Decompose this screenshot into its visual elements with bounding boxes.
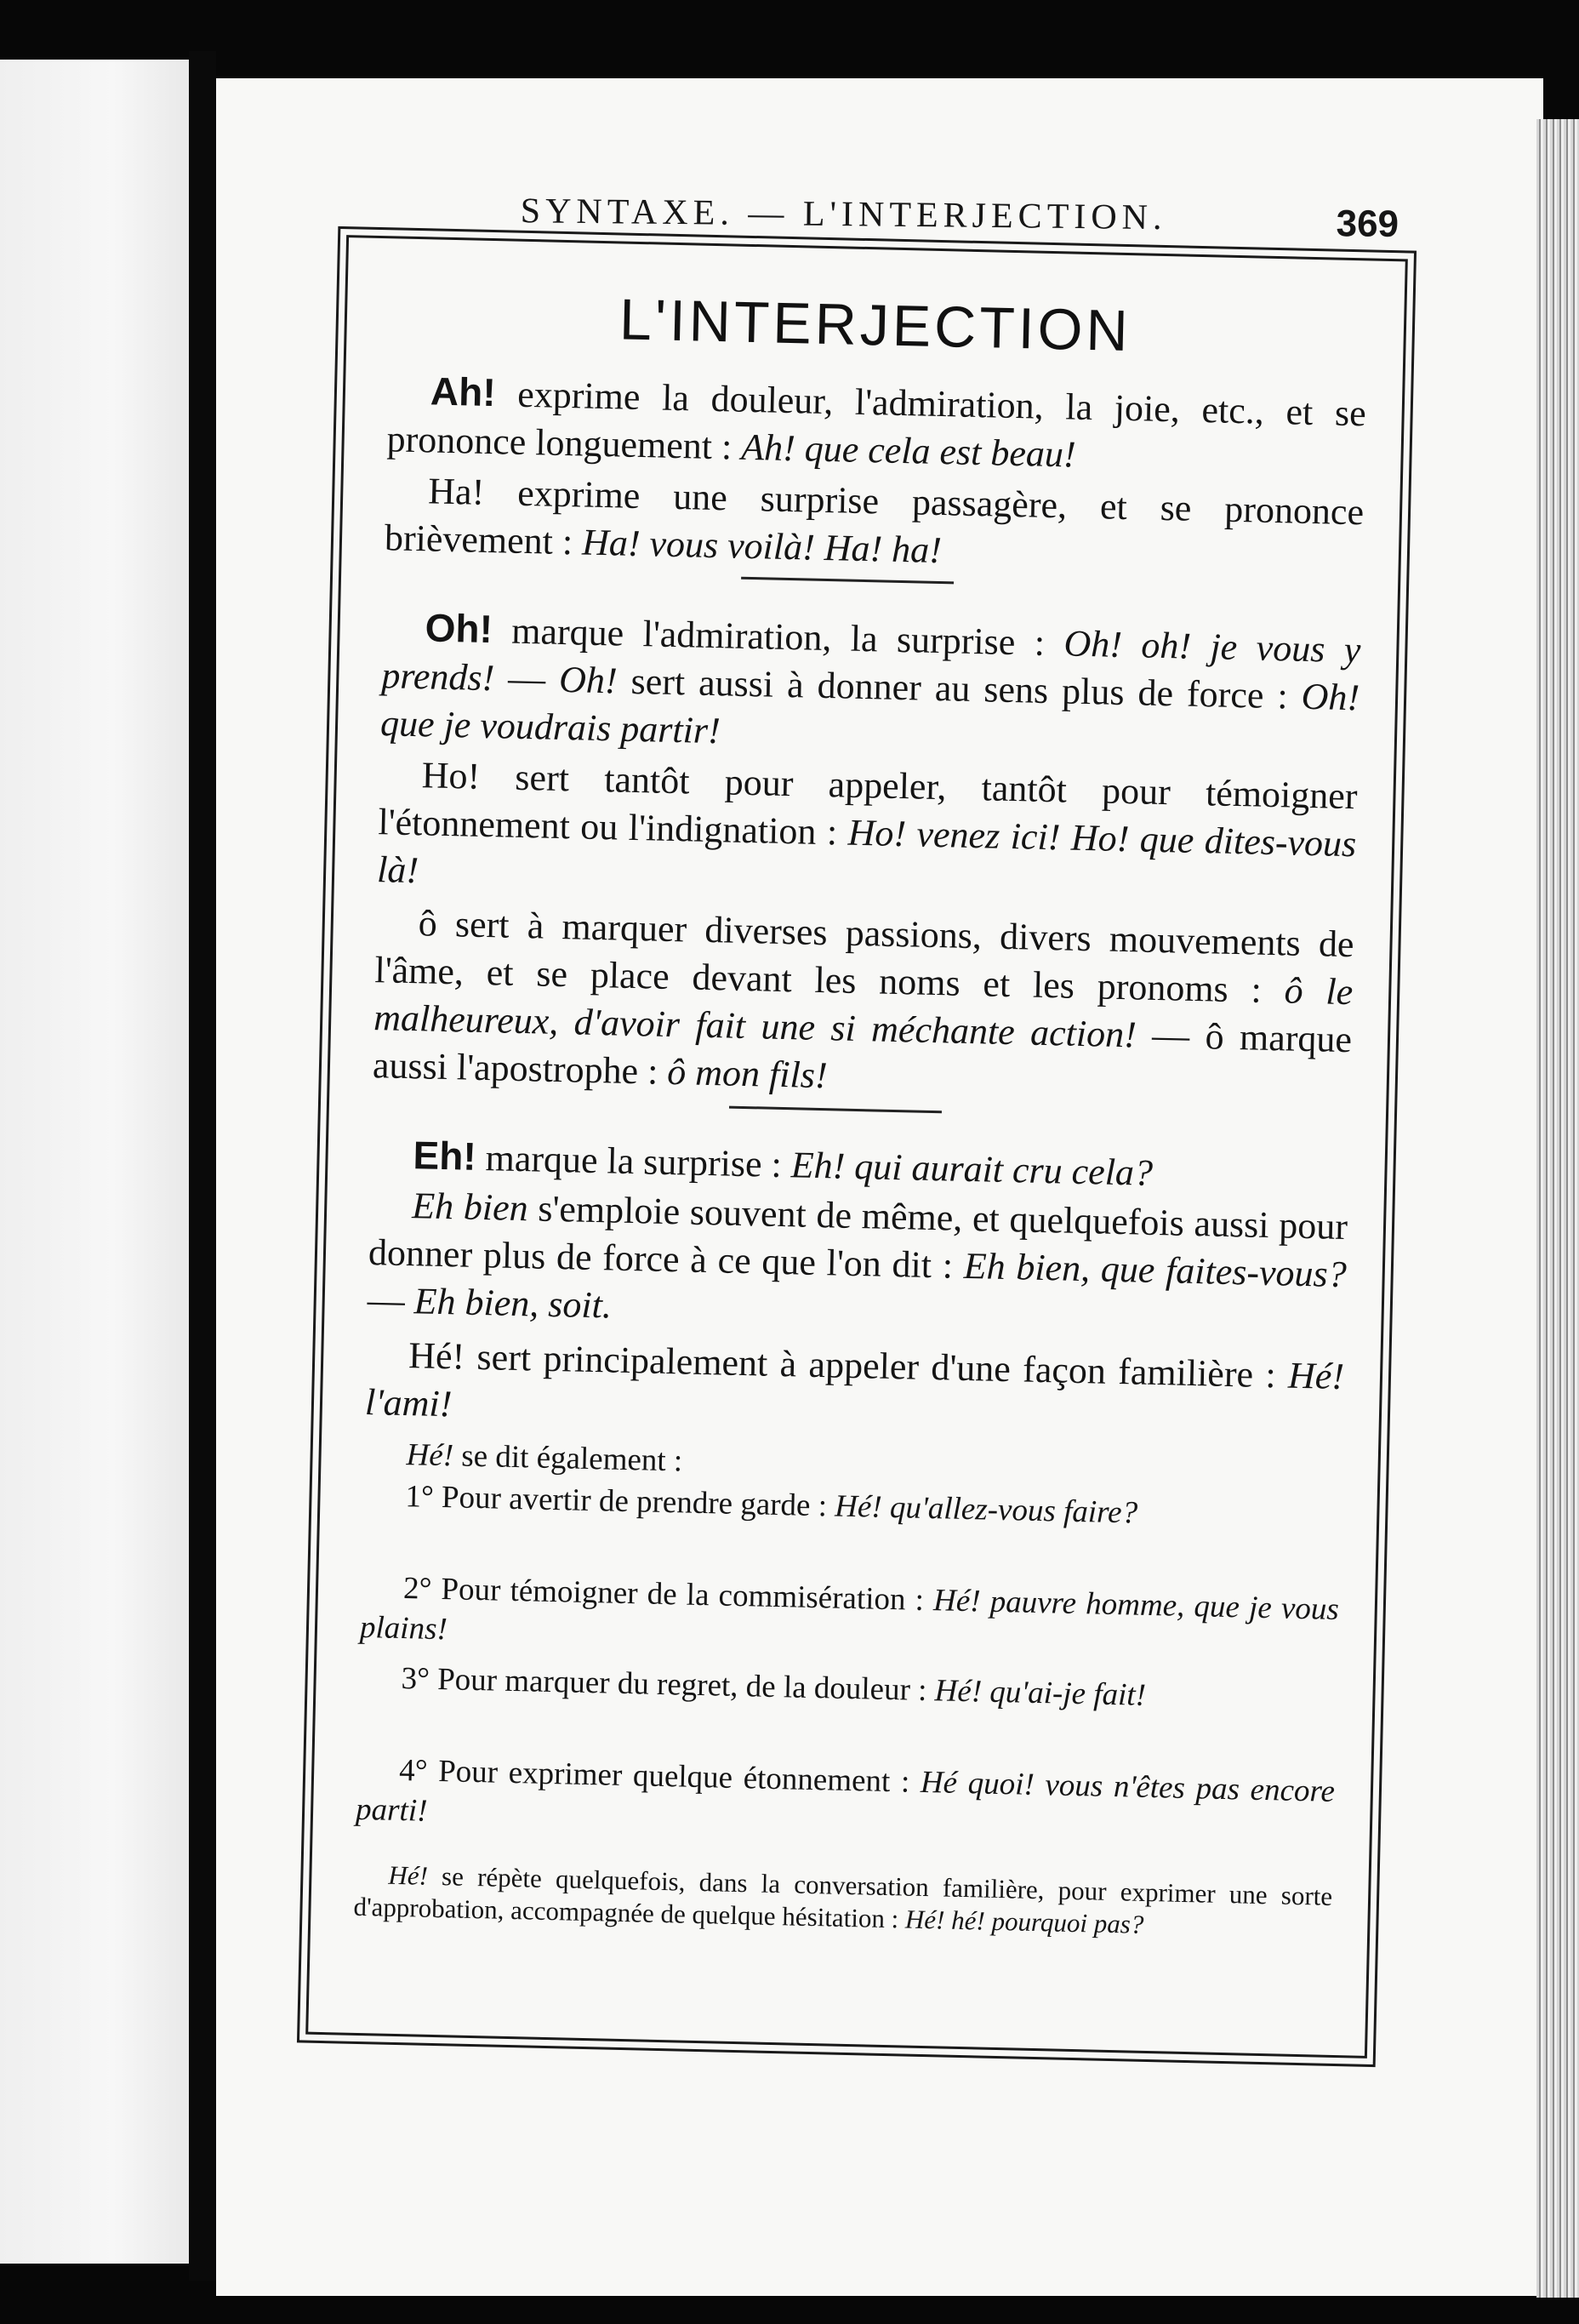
header-title: SYNTAXE. — L'INTERJECTION. bbox=[520, 191, 1167, 238]
paragraph-eh: Eh! marque la surprise : Eh! qui aurait cru cela? bbox=[413, 1133, 1154, 1194]
footnote: Hé! se répète quelquefois, dans la conversation familière, pour exprimer une sorte d'approbation, accompagnée de quelque hésitation : Hé! hé! pourquoi pas? bbox=[353, 1859, 1333, 1939]
content-frame bbox=[305, 235, 1408, 2058]
book-gutter bbox=[189, 51, 216, 2281]
list-item: 4° Pour exprimer quelque étonnement : Hé quoi! vous n'êtes pas encore parti! bbox=[355, 1752, 1336, 1829]
list-item: 2° Pour témoigner de la commisération : Hé! pauvre homme, que je vous plains! bbox=[359, 1571, 1340, 1647]
paragraph-eh-bien: Eh bien s'emploie souvent de même, et quelquefois aussi pour donner plus de force à ce que l'on dit : Eh bien, que faites-vous? — Eh bien, soit. bbox=[367, 1185, 1348, 1327]
paragraph-he: Hé! sert principalement à appeler d'une façon familière : Hé! l'ami! bbox=[364, 1334, 1345, 1425]
paragraph-he-also: Hé! se dit également : bbox=[406, 1437, 683, 1479]
paragraph-ah: Ah! exprime la douleur, l'admiration, la joie, etc., et se prononce longuement : Ah! que cela est beau! bbox=[386, 368, 1367, 476]
page-number: 369 bbox=[1336, 203, 1399, 245]
paragraph-ha: Ha! exprime une surprise passagère, et se prononce brièvement : Ha! vous voilà! Ha! ha! bbox=[384, 470, 1365, 572]
paragraph-ho: Ho! sert tantôt pour appeler, tantôt pour témoigner l'étonnement ou l'indignation : Ho! venez ici! Ho! que dites-vous là! bbox=[376, 754, 1359, 892]
page-stack-edge bbox=[1536, 119, 1579, 2298]
section-divider bbox=[729, 1106, 942, 1114]
section-divider bbox=[741, 577, 954, 585]
paragraph-oh: Oh! marque l'admiration, la surprise : Oh! oh! je vous y prends! — Oh! sert aussi à donner au sens plus de force : Oh! que je voudrais partir! bbox=[379, 605, 1361, 752]
list-item: 3° Pour marquer du regret, de la douleur : Hé! qu'ai-je fait! bbox=[401, 1661, 1147, 1713]
paragraph-o: ô sert à marquer diverses passions, divers mouvements de l'âme, et se place devant les noms et les pronoms : ô le malheureux, d'avoir fait une si méchante action! — ô marque aussi l'apostrophe : ô mon fils! bbox=[372, 902, 1355, 1097]
list-item: 1° Pour avertir de prendre garde : Hé! qu'allez-vous faire? bbox=[405, 1479, 1138, 1531]
page-title: L'INTERJECTION bbox=[618, 287, 1132, 364]
facing-page-edge bbox=[0, 60, 189, 2264]
